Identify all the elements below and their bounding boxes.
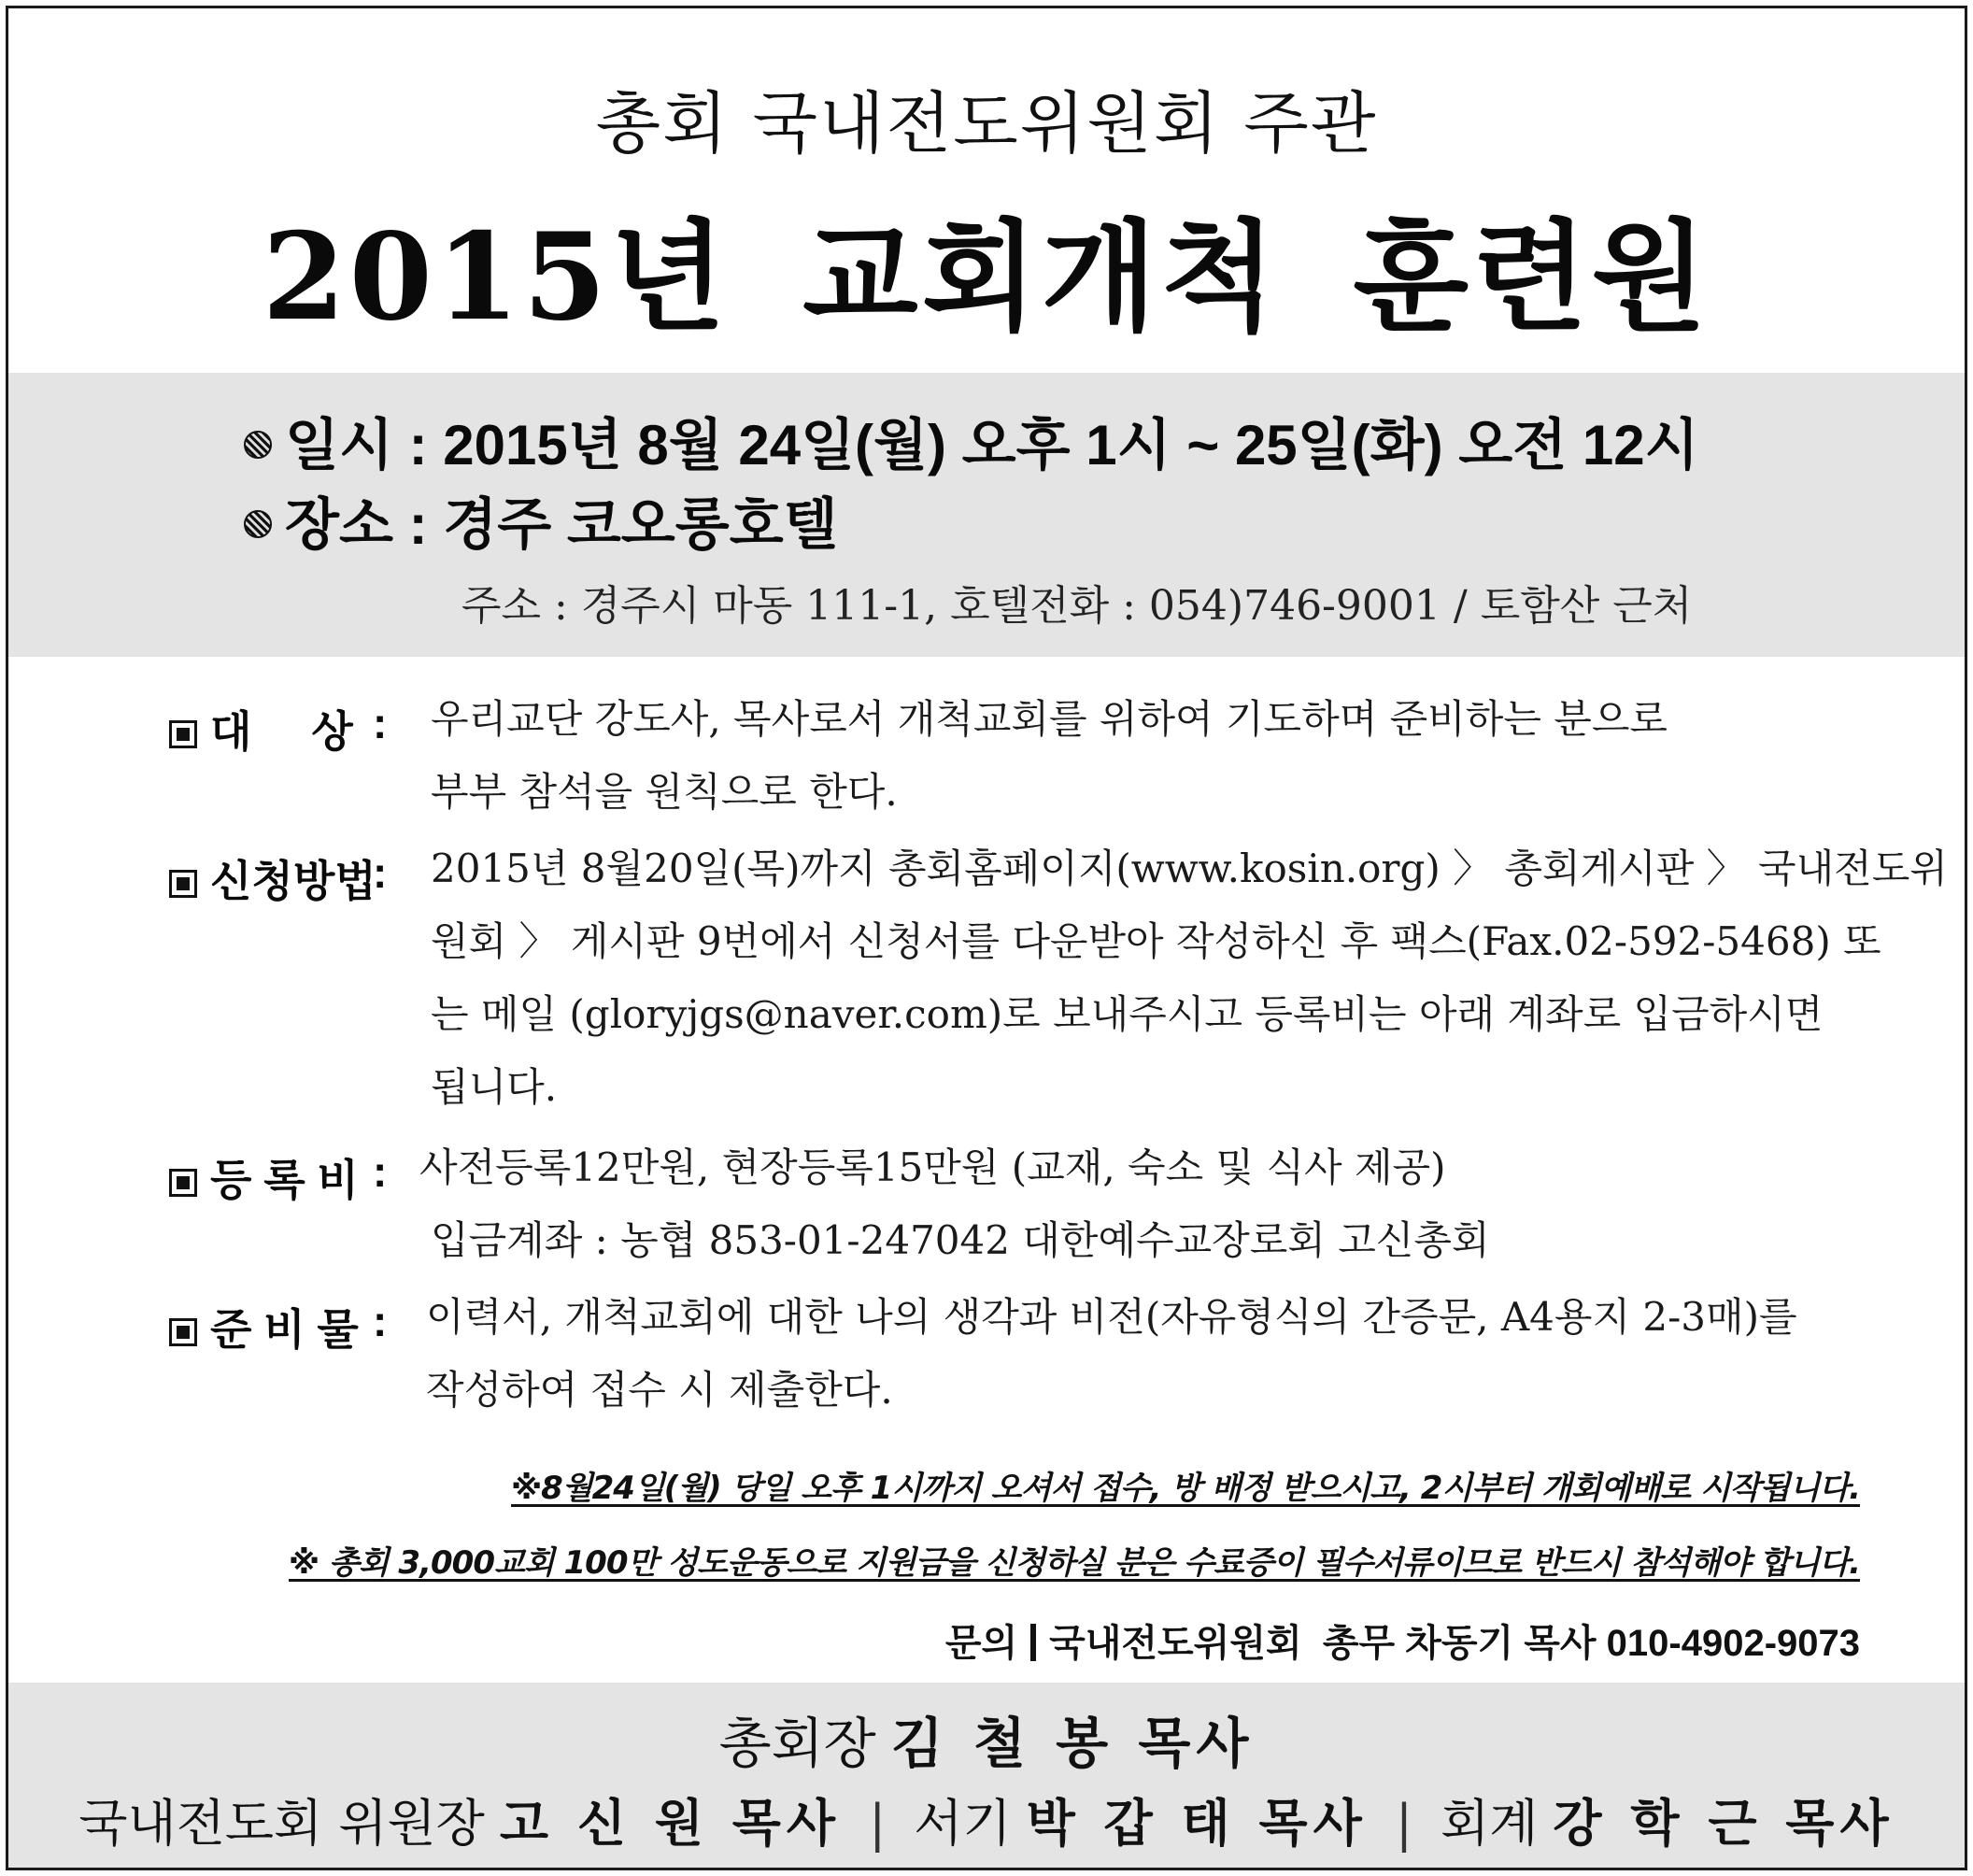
separator: | bbox=[1395, 1794, 1413, 1853]
date-row bbox=[244, 401, 1699, 481]
treasurer-name: 강 학 근 목사 bbox=[1553, 1793, 1895, 1853]
checkbox-bullet-icon bbox=[169, 1318, 197, 1346]
text-line: 입금계좌 : 농협 853-01-247042 대한예수교장로회 고신총회 bbox=[431, 1217, 1490, 1263]
president-title: 총회장 bbox=[718, 1712, 876, 1775]
text-line: 작성하여 접수 시 제출한다. bbox=[426, 1367, 893, 1413]
contact-label: 문의 bbox=[944, 1623, 1018, 1664]
checkbox-bullet-icon bbox=[169, 870, 197, 898]
venue-row bbox=[244, 480, 838, 561]
footer-president bbox=[8, 1699, 1965, 1778]
date-value: 2015년 8월 24일(월) 오후 1시 ~ 25일(화) 오전 12시 bbox=[443, 414, 1699, 476]
contact-info bbox=[945, 1613, 1860, 1667]
section-colon: : bbox=[373, 1297, 388, 1345]
text-line: 부부 참석을 원칙으로 한다. bbox=[431, 769, 898, 815]
secretary-title: 서기 bbox=[914, 1794, 1012, 1853]
text-line: 는 메일 (gloryjgs@naver.com)로 보내주시고 등록비는 아래 계좌로 입금하시면 bbox=[431, 991, 1824, 1037]
text-line: 됩니다. bbox=[431, 1064, 558, 1110]
secretary-name: 박 갑 태 목사 bbox=[1026, 1793, 1368, 1853]
chair-title: 국내전도회 위원장 bbox=[78, 1794, 485, 1853]
checkbox-bullet-icon bbox=[169, 720, 197, 748]
text-line: 이력서, 개척교회에 대한 나의 생각과 비전(자유형식의 간증문, A4용지 2-3매)를 bbox=[426, 1294, 1797, 1340]
treasurer-title: 회계 bbox=[1441, 1794, 1539, 1853]
section-label: 등 록 비 bbox=[169, 1146, 359, 1208]
text-line: 우리교단 강도사, 목사로서 개척교회를 위하여 기도하며 준비하는 분으로 bbox=[431, 696, 1668, 742]
venue-label: 장소 : bbox=[285, 493, 444, 556]
subtitle: 총회 국내전도위원회 주관 bbox=[595, 84, 1378, 163]
president-name: 김 철 봉 목사 bbox=[890, 1712, 1255, 1775]
header bbox=[8, 8, 1965, 373]
text-line: 2015년 8월20일(목)까지 총회홈페이지(www.kosin.org) 〉 총회게시판 〉 국내전도위 bbox=[431, 846, 1948, 891]
section-colon: : bbox=[373, 848, 388, 897]
separator: | bbox=[869, 1794, 887, 1853]
info-band bbox=[8, 373, 1965, 657]
section-colon: : bbox=[373, 1147, 388, 1196]
section-colon: : bbox=[373, 699, 388, 747]
bullet-dot-icon bbox=[244, 510, 272, 538]
contact-value: 국내전도위원회 총무 차동기 목사 010-4902-9073 bbox=[1049, 1623, 1860, 1664]
venue-value: 경주 코오롱호텔 bbox=[443, 493, 838, 556]
section-text bbox=[431, 683, 1888, 829]
checkbox-bullet-icon bbox=[169, 1169, 197, 1197]
notice-line: ※ 총회 3,000교회 100만 성도운동으로 지원금을 신청하실 분은 수료증이 필수서류이므로 반드시 참석해야 합니다. bbox=[289, 1544, 1860, 1582]
section-label: 신청방법 bbox=[169, 847, 376, 909]
section-label: 대 상 bbox=[169, 698, 353, 760]
section-text bbox=[431, 832, 1948, 1124]
text-line: 원회 〉 게시판 9번에서 신청서를 다운받아 작성하신 후 팩스(Fax.02-592-5468) 또 bbox=[431, 918, 1881, 964]
venue-address: 주소 : 경주시 마동 111-1, 호텔전화 : 054)746-9001 / 토함산 근처 bbox=[461, 582, 1693, 630]
document-frame bbox=[6, 6, 1967, 1870]
chair-name: 고 신 원 목사 bbox=[499, 1793, 842, 1853]
bullet-dot-icon bbox=[244, 431, 272, 459]
footer bbox=[8, 1683, 1965, 1868]
section-text bbox=[419, 1131, 1877, 1277]
section-text bbox=[426, 1281, 1883, 1427]
page-title: 2015년 교회개척 훈련원 bbox=[262, 207, 1711, 348]
text-line: 사전등록12만원, 현장등록15만원 (교재, 숙소 및 식사 제공) bbox=[419, 1144, 1446, 1190]
section-label: 준 비 물 bbox=[169, 1296, 359, 1357]
date-label: 일시 : bbox=[285, 414, 444, 476]
footer-officers bbox=[8, 1784, 1965, 1855]
notice-line: ※8월24일(월) 당일 오후 1시까지 오셔서 접수, 방 배정 받으시고, 2시부터 개회예배로 시작됩니다. bbox=[511, 1470, 1860, 1507]
divider bbox=[1030, 1624, 1036, 1661]
